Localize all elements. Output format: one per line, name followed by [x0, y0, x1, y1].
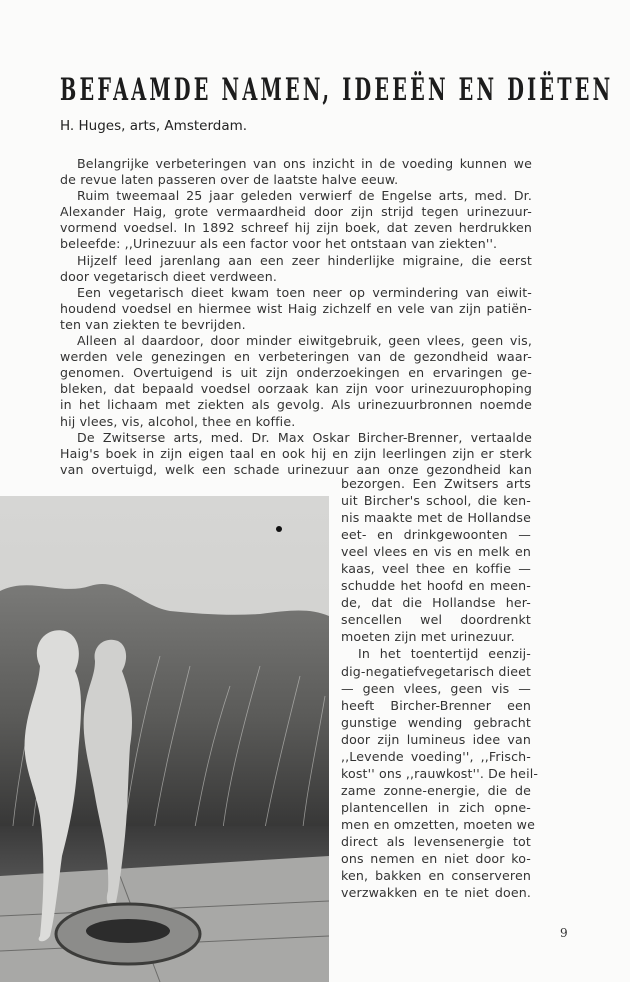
text-line: De Zwitserse arts, med. Dr. Max Oskar Bircher-Brenner, vertaalde: [77, 429, 532, 445]
text-line: Ruim tweemaal 25 jaar geleden verwierf de Engelse arts, med. Dr.: [77, 188, 532, 204]
text-line: Alleen al daardoor, door minder eiwitgebruik, geen vlees, geen vis,: [77, 333, 532, 349]
text-line: — geen vlees, geen vis —: [341, 680, 531, 696]
text-line: ,,Levende voeding'', ,,Frisch-: [341, 748, 531, 764]
text-line: plantencellen in zich opne-: [341, 799, 531, 815]
text-line: eet- en drinkgewoonten —: [341, 527, 531, 543]
text-line: bezorgen. Een Zwitsers arts: [341, 476, 531, 491]
text-line: ons nemen en niet door ko-: [341, 851, 531, 867]
article-title-text: BEFAAMDE NAMEN, IDEEËN EN DIËTEN: [60, 72, 614, 108]
text-line: uit Bircher's school, die ken-: [341, 493, 531, 509]
text-line: nis maakte met de Hollandse: [341, 510, 531, 526]
photograph-illustration: [0, 496, 329, 982]
text-line: houdend voedsel en hiermee wist Haig zichzelf en vele van zijn patiën-: [60, 300, 532, 316]
text-line: men en omzetten, moeten we: [341, 816, 536, 832]
text-line: Belangrijke verbeteringen van ons inzicht in de voeding kunnen we: [77, 156, 532, 171]
text-line: vormend voedsel. In 1892 schreef hij zijn boek, dat zeven herdrukken: [60, 220, 532, 236]
text-line: Haig's boek in zijn eigen taal en ook hij en zijn leerlingen zijn er sterk: [60, 445, 532, 461]
text-line: door vegetarisch dieet verdween.: [60, 268, 277, 284]
text-line: kost'' ons ,,rauwkost''. De heil-: [341, 765, 539, 781]
text-line: Alexander Haig, grote vermaardheid door zijn strijd tegen urinezuur-: [60, 204, 532, 220]
photograph: [0, 496, 329, 982]
text-line: schudde het hoofd en meen-: [341, 578, 531, 594]
article-byline: H. Huges, arts, Amsterdam.: [60, 118, 248, 134]
text-line: beleefde: ,,Urinezuur als een factor voor het ontstaan van ziekten''.: [60, 236, 498, 252]
text-line: van overtuigd, welk een schade urinezuur aan onze gezondheid kan: [60, 461, 532, 477]
text-line: Een vegetarisch dieet kwam toen neer op vermindering van eiwit-: [77, 284, 532, 300]
text-line: heeft Bircher-Brenner een: [341, 697, 531, 713]
text-line: sencellen wel doordrenkt: [341, 612, 531, 628]
text-line: veel vlees en vis en melk en: [341, 544, 531, 560]
text-line: direct als levensenergie tot: [341, 833, 531, 849]
text-line: de, dat die Hollandse her-: [341, 595, 531, 611]
text-line: zame zonne-energie, die de: [341, 782, 531, 798]
text-line: bleken, dat bepaald voedsel oorzaak kan zijn voor urinezuurophoping: [60, 381, 532, 397]
article-title: [60, 72, 614, 108]
text-line: dig-negatiefvegetarisch dieet: [341, 663, 532, 679]
text-line: door zijn lumineus idee van: [341, 731, 531, 747]
text-line: genomen. Overtuigend is uit zijn onderzoekingen en ervaringen ge-: [60, 365, 532, 381]
text-line: ten van ziekten te bevrijden.: [60, 316, 246, 332]
text-line: moeten zijn met urinezuur.: [341, 629, 515, 645]
text-line: hij vlees, vis, alcohol, thee en koffie.: [60, 413, 296, 429]
text-line: in het lichaam met ziekten als gevolg. Als urinezuurbronnen noemde: [60, 397, 532, 413]
text-line: Hijzelf leed jarenlang aan een zeer hinderlijke migraine, die eerst: [77, 252, 532, 268]
text-line: de revue laten passeren over de laatste halve eeuw.: [60, 172, 399, 188]
text-line: ken, bakken en conserveren: [341, 868, 531, 884]
text-line: kaas, veel thee en koffie —: [341, 561, 531, 577]
body-text-full-width: [60, 156, 532, 478]
text-line: werden vele genezingen en verbeteringen van de gezondheid waar-: [60, 349, 532, 365]
page-number: 9: [560, 926, 568, 940]
text-line: gunstige wending gebracht: [341, 714, 531, 730]
text-line: verzwakken en te niet doen.: [341, 885, 531, 901]
text-line: In het toentertijd eenzij-: [358, 646, 531, 662]
body-text-right-column: [341, 475, 539, 901]
